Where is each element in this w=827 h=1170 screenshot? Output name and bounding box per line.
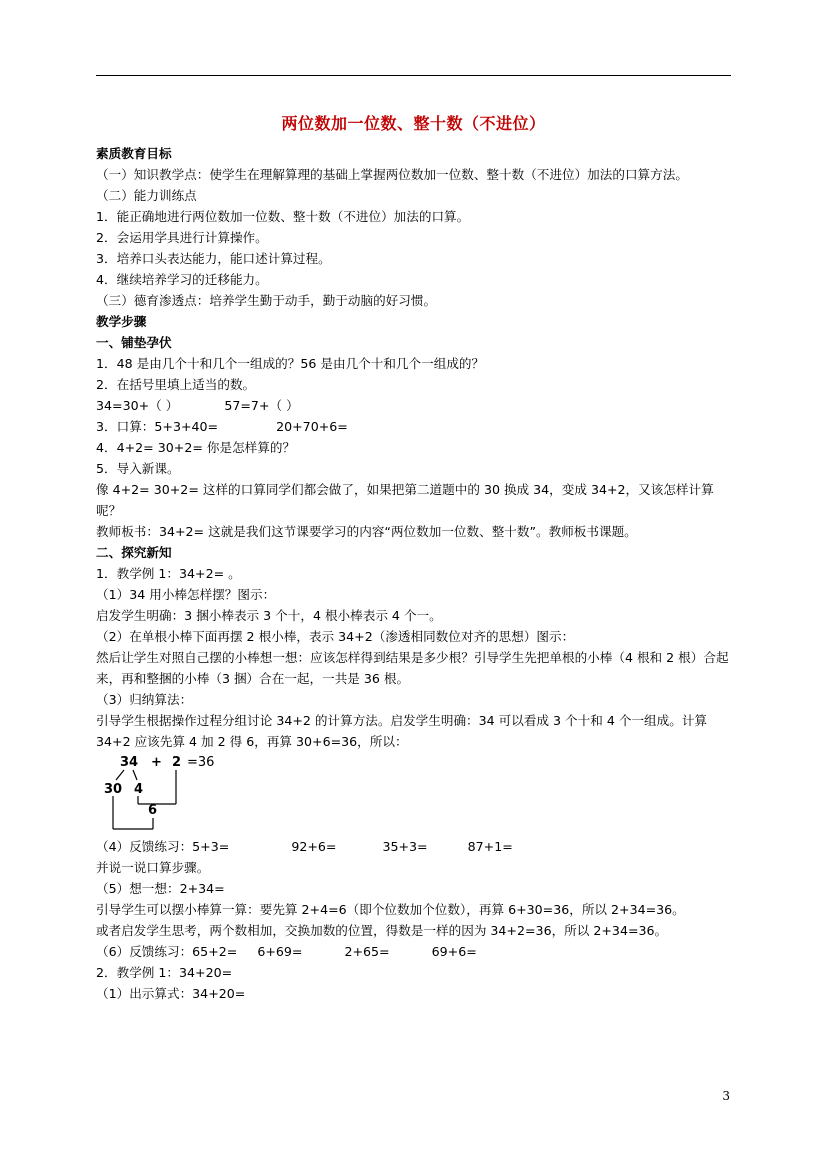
list-item: 1．能正确地进行两位数加一位数、整十数（不进位）加法的口算。 [96,209,470,224]
paragraph: 引导学生可以摆小棒算一算：要先算 2+4=6（即个位数加个位数），再算 6+30=36，所以 2+34=36。 [96,902,685,917]
exercise-row [96,416,736,437]
diagram-split-ones: 4 [134,782,144,797]
calculation-diagram-svg [96,752,236,836]
header-rule [96,75,731,76]
diagram-split-tens: 30 [104,782,123,797]
diagram-top-b: 2 [172,755,182,770]
exercise: 69+6= [431,944,477,959]
paragraph: 教师板书：34+2= 这就是我们这节课要学习的内容“两位数加一位数、整十数”。教师板书课题。 [96,524,637,539]
exercise-row [96,836,736,857]
list-item: 4．继续培养学习的迁移能力。 [96,272,268,287]
section-heading: 教学步骤 [96,314,147,329]
list-item: 2．教学例 1：34+20= [96,965,233,980]
exercise: 20+70+6= [276,419,348,434]
section-heading: 一、铺垫孕伏 [96,335,172,350]
exercise-row [96,941,736,962]
paragraph: 像 4+2= 30+2= 这样的口算同学们都会做了，如果把第二道题中的 30 换成 34，变成 34+2，又该怎样计算呢？ [96,482,714,518]
diagram-top-a: 34 [120,755,139,770]
paragraph: （1）34 用小棒怎样摆？图示： [96,587,276,602]
diagram-branch-right [133,770,137,780]
paragraph: （2）在单根小棒下面再摆 2 根小棒，表示 34+2（渗透相同数位对齐的思想）图示： [96,629,575,644]
exercise: 92+6= [291,839,337,854]
list-item: 4．4+2= 30+2= 你是怎样算的？ [96,440,296,455]
paragraph: 引导学生根据操作过程分组讨论 34+2 的计算方法。启发学生明确：34 可以看成 3 个十和 4 个一组成。计算 34+2 应该先算 4 加 2 得 6，再算 30+6=36，所以： [96,713,708,749]
paragraph: （1）出示算式：34+20= [96,986,246,1001]
page-number: 3 [722,1089,730,1103]
exercise: （4）反馈练习：5+3= [96,839,230,854]
document-body [96,143,736,1004]
list-item: 2．会运用学具进行计算操作。 [96,230,268,245]
paragraph: 然后让学生对照自己摆的小棒想一想：应该怎样得到结果是多少根？引导学生先把单根的小棒（4 根和 2 根）合起来，再和整捆的小棒（3 捆）合在一起，一共是 36 根。 [96,650,729,686]
exercise-row [96,395,736,416]
exercise: 3．口算：5+3+40= [96,419,219,434]
exercise: 34=30+（ ） [96,398,179,413]
paragraph: 启发学生明确：3 捆小棒表示 3 个十，4 根小棒表示 4 个一。 [96,608,442,623]
diagram-partial-sum: 6 [148,803,158,818]
exercise: 87+1= [467,839,513,854]
list-item: 5．导入新课。 [96,461,180,476]
section-heading: 二、探究新知 [96,545,172,560]
exercise: （6）反馈练习：65+2= [96,944,238,959]
paragraph: （三）德育渗透点：培养学生勤于动手，勤于动脑的好习惯。 [96,293,437,308]
paragraph: 或者启发学生思考，两个数相加，交换加数的位置，得数是一样的因为 34+2=36，所以 2+34=36。 [96,923,668,938]
list-item: 3．培养口头表达能力，能口述计算过程。 [96,251,331,266]
exercise: 6+69= [257,944,303,959]
calculation-diagram [96,752,736,836]
paragraph: （3）归纳算法： [96,692,193,707]
list-item: 2．在括号里填上适当的数。 [96,377,256,392]
diagram-branch-left [116,770,124,780]
diagram-result: =36 [187,755,215,770]
paragraph: （一）知识教学点：使学生在理解算理的基础上掌握两位数加一位数、整十数（不进位）加法的口算方法。 [96,167,688,182]
exercise: 2+65= [344,944,390,959]
section-heading: 素质教育目标 [96,146,172,161]
page-title: 两位数加一位数、整十数（不进位） [281,114,546,133]
paragraph: （5）想一想：2+34= [96,881,225,896]
list-item: 1．教学例 1：34+2= 。 [96,566,241,581]
paragraph: 并说一说口算步骤。 [96,860,210,875]
diagram-plus: + [151,755,162,770]
exercise: 35+3= [382,839,428,854]
paragraph: （二）能力训练点 [96,188,197,203]
list-item: 1．48 是由几个十和几个一组成的？56 是由几个十和几个一组成的？ [96,356,485,371]
exercise: 57=7+（ ） [224,398,299,413]
